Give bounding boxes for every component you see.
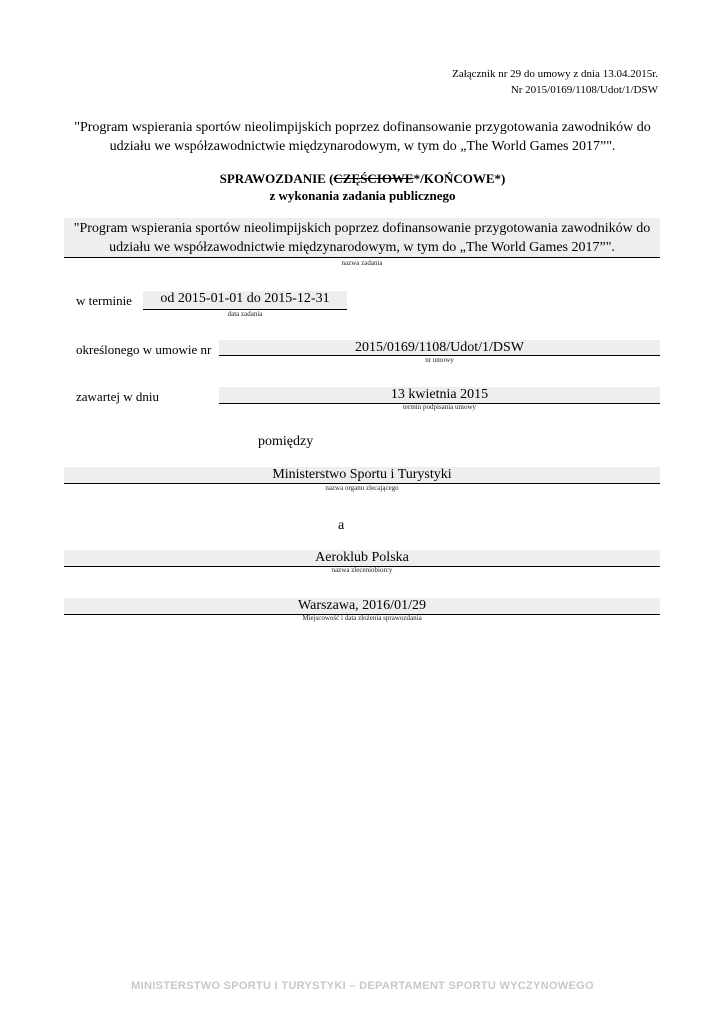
signed-caption: termin podpisania umowy [402, 403, 477, 411]
place-date-field: Warszawa, 2016/01/29 [64, 598, 660, 615]
report-title-prefix: SPRAWOZDANIE ( [219, 171, 334, 186]
and-label: a [338, 518, 345, 533]
place-date-caption: Miejscowość i data złożenia sprawozdania [302, 614, 422, 622]
report-title-suffix: */KOŃCOWE*) [413, 171, 506, 186]
signed-field: 13 kwietnia 2015 [219, 387, 660, 404]
contract-label: określonego w umowie nr [76, 342, 212, 357]
grantee-field: Aeroklub Polska [64, 550, 660, 567]
contract-ref-line: Nr 2015/0169/1108/Udot/1/DSW [510, 84, 658, 96]
contract-field: 2015/0169/1108/Udot/1/DSW [219, 340, 660, 356]
grantee-caption: nazwa zleceniobiorcy [331, 566, 393, 574]
program-title: "Program wspierania sportów nieolimpijskich poprzez dofinansowanie przygotowania zawodników do udziału we współzawodnictwie międzynarodowym, w tym do „The World Games 2017”". [74, 120, 651, 154]
annex-line: Załącznik nr 29 do umowy z dnia 13.04.2015r. [452, 68, 658, 80]
signed-label: zawartej w dniu [76, 389, 160, 404]
footer: MINISTERSTWO SPORTU I TURYSTYKI – DEPARTAMENT SPORTU WYCZYNOWEGO [131, 980, 594, 992]
report-subtitle: z wykonania zadania publicznego [269, 188, 456, 203]
term-caption: data zadania [227, 310, 263, 318]
report-title-struck: CZĘŚCIOWE [333, 171, 414, 186]
grantor-caption: nazwa organu zlecającego [325, 484, 399, 492]
contract-caption: nr umowy [425, 356, 454, 364]
task-name-caption: nazwa zadania [341, 259, 383, 267]
term-label: w terminie [76, 293, 132, 308]
grantor-field: Ministerstwo Sportu i Turystyki [64, 467, 660, 484]
term-field: od 2015-01-01 do 2015-12-31 [143, 291, 347, 310]
report-title [60, 170, 665, 204]
task-name-field: "Program wspierania sportów nieolimpijskich poprzez dofinansowanie przygotowania zawodników do udziału we współzawodnictwie międzynarodowym, w tym do „The World Games 2017”". [64, 218, 660, 258]
report-title-line [60, 170, 665, 187]
between-label: pomiędzy [258, 434, 314, 449]
